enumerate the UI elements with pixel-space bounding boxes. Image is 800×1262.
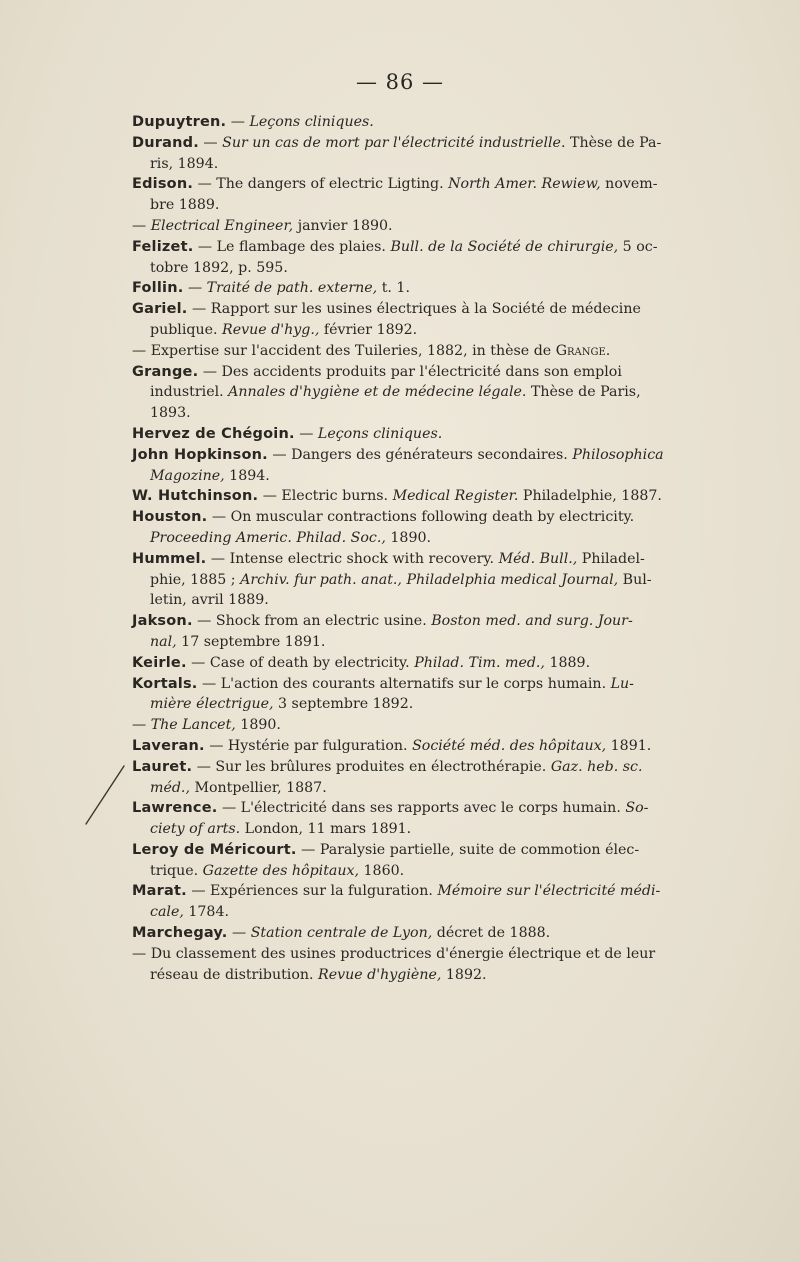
entry-text: 1860. (359, 862, 405, 879)
entry-line (132, 965, 710, 986)
entry-line (132, 715, 710, 736)
entry-author: Edison. (132, 176, 194, 193)
entry-text: — The dangers of electric Ligting. (197, 176, 449, 193)
entry-title: Mémoire sur l'électricité médi- (437, 883, 661, 900)
entry-title: Leçons cliniques. (249, 114, 374, 130)
entry-author: Dupuytren. (132, 114, 227, 130)
entry-author: Hummel. (132, 550, 207, 567)
entry-text: — (132, 217, 151, 234)
entry-line (132, 674, 710, 695)
entry-text: publique. (150, 321, 223, 338)
entry-title: Méd. Bull., (498, 550, 578, 567)
bibliography-entry (132, 611, 710, 653)
bibliography-entry (132, 944, 710, 986)
entry-title: Revue d'hyg., (222, 321, 320, 338)
entry-text: ris, 1894. (150, 155, 219, 172)
entry-author: Gariel. (132, 301, 188, 318)
entry-text: 1894. (224, 467, 270, 484)
entry-author: Felizet. (132, 238, 194, 255)
entry-title: Magozine, (150, 467, 225, 484)
entry-title: Lu- (610, 675, 634, 692)
entry-line (132, 403, 710, 424)
entry-line (132, 341, 710, 362)
entry-line (132, 112, 710, 133)
entry-line (132, 299, 710, 320)
entry-line (132, 174, 710, 195)
entry-author: Lawrence. (132, 800, 218, 817)
entry-text: — Electric burns. (262, 488, 393, 505)
entry-author: Kortals. (132, 675, 198, 692)
entry-text: — Dangers des générateurs secondaires. (272, 446, 573, 463)
entry-text: Thèse de Paris, (526, 384, 641, 401)
bibliography-entry (132, 299, 710, 341)
bibliography-entry (132, 674, 710, 716)
entry-line (132, 133, 710, 154)
entry-line (132, 507, 710, 528)
entry-line (132, 528, 710, 549)
entry-text: — Expertise sur l'accident des Tuileries, 1882, in thèse de (132, 342, 556, 359)
entry-line (132, 881, 710, 902)
entry-line (132, 424, 710, 445)
entry-text: — L'électricité dans ses rapports avec le corps humain. (221, 800, 626, 817)
entry-line (132, 778, 710, 799)
entry-text: phie, 1885 ; (150, 571, 241, 588)
entry-text: Montpellier, 1887. (189, 779, 327, 796)
entry-text: février 1892. (319, 321, 418, 338)
entry-text: janvier 1890. (293, 217, 393, 234)
bibliography-entry (132, 133, 710, 175)
entry-text: bre 1889. (150, 197, 220, 214)
entry-line (132, 320, 710, 341)
entry-text: trique. (150, 862, 203, 879)
entry-title: nal, (150, 633, 177, 650)
entry-author: John Hopkinson. (132, 446, 268, 463)
entry-author: Laveran. (132, 737, 205, 754)
page-number: — 86 — (355, 70, 445, 94)
entry-text: — (132, 717, 151, 734)
entry-line (132, 653, 710, 674)
entry-title: Station centrale de Lyon, (250, 925, 433, 942)
entry-author: W. Hutchinson. (132, 488, 259, 505)
entry-line (132, 486, 710, 507)
bibliography-entry (132, 216, 710, 237)
entry-title: The Lancet, (150, 717, 236, 734)
entry-line (132, 861, 710, 882)
entry-text: letin, avril 1889. (150, 592, 269, 609)
entry-title: Sur un cas de mort par l'électricité industrielle. (222, 134, 566, 151)
entry-line (132, 216, 710, 237)
bibliography-entry (132, 549, 710, 611)
entry-title: Bull. de la Société de chirurgie, (390, 238, 619, 255)
entry-author: Follin. (132, 280, 184, 297)
bibliography-entry (132, 715, 710, 736)
bibliography-entry (132, 881, 710, 923)
entry-line (132, 757, 710, 778)
entry-line (132, 736, 710, 757)
entry-text: Philadelphie, 1887. (518, 488, 662, 505)
entry-text: — (203, 134, 223, 151)
entry-line (132, 694, 710, 715)
entry-text: Thèse de Pa- (565, 134, 662, 151)
bibliography-entry (132, 757, 710, 799)
entry-author: Grange. (132, 363, 199, 380)
entry-line (132, 632, 710, 653)
entry-text: réseau de distribution. (150, 966, 319, 983)
bibliography-entry (132, 112, 710, 133)
entry-text: 1784. (183, 904, 229, 921)
entry-author: Houston. (132, 509, 208, 526)
entry-title: Medical Register. (392, 488, 519, 505)
entry-line (132, 819, 710, 840)
entry-line (132, 445, 710, 466)
margin-pen-mark (80, 762, 130, 832)
entry-text: — (230, 114, 250, 130)
bibliography-entry (132, 174, 710, 216)
entry-line (132, 195, 710, 216)
entry-author: Keirle. (132, 654, 187, 671)
entry-title: méd., (150, 779, 190, 796)
bibliography-entry (132, 840, 710, 882)
entry-text: — L'action des courants alternatifs sur le corps humain. (202, 675, 611, 692)
entry-text: — Rapport sur les usines électriques à la Société de médecine (192, 301, 641, 318)
entry-text: décret de 1888. (432, 925, 551, 942)
entry-text: — (187, 280, 207, 297)
entry-text: Bul- (618, 571, 652, 588)
entry-line (132, 549, 710, 570)
entry-text: t. 1. (377, 280, 410, 297)
entry-line (132, 611, 710, 632)
entry-line (132, 362, 710, 383)
bibliography-entry (132, 362, 710, 424)
entry-line (132, 466, 710, 487)
entry-text: — Case of death by electricity. (191, 654, 415, 671)
entry-title: Revue d'hygiène, (318, 966, 442, 983)
entry-text: 1892. (441, 966, 487, 983)
entry-line (132, 382, 710, 403)
entry-title: Gaz. heb. sc. (550, 758, 643, 775)
entry-title: Boston med. and surg. Jour- (431, 613, 633, 630)
entry-text: — Shock from an electric usine. (197, 613, 432, 630)
entry-line (132, 278, 710, 299)
entry-text: — Des accidents produits par l'électricité dans son emploi (202, 363, 622, 380)
entry-line (132, 798, 710, 819)
entry-title: Annales d'hygiène et de médecine légale. (228, 384, 527, 401)
entry-author: Durand. (132, 134, 199, 151)
entry-line (132, 923, 710, 944)
entry-text: 1893. (150, 405, 191, 422)
entry-author: Lauret. (132, 758, 193, 775)
bibliography-entry (132, 341, 710, 362)
entry-text: — Le flambage des plaies. (197, 238, 391, 255)
entry-line (132, 944, 710, 965)
entry-title: Philad. Tim. med., (414, 654, 545, 671)
entry-text: — Intense electric shock with recovery. (210, 550, 499, 567)
bibliography-entry (132, 278, 710, 299)
entry-text: — On muscular contractions following death by electricity. (211, 509, 635, 526)
entry-title: Philosophica (572, 446, 664, 463)
entry-line (132, 570, 710, 591)
entry-title: Proceeding Americ. Philad. Soc., (150, 529, 386, 546)
bibliography-entry (132, 424, 710, 445)
entry-title: Electrical Engineer, (150, 217, 294, 234)
entry-title: Gazette des hôpitaux, (202, 862, 360, 879)
entry-text: — Sur les brûlures produites en électrothérapie. (196, 758, 551, 775)
bibliography-entry (132, 507, 710, 549)
bibliography-entry (132, 445, 710, 487)
entry-title: Leçons cliniques. (317, 425, 443, 442)
entry-text: — (231, 925, 251, 942)
entry-line (132, 237, 710, 258)
entry-text: 1889. (544, 654, 591, 671)
bibliography-entry (132, 237, 710, 279)
entry-text: 17 septembre 1891. (176, 633, 326, 650)
entry-author: Marat. (132, 883, 187, 900)
bibliography-list (132, 112, 710, 985)
entry-title: mière électrigue, (150, 696, 274, 713)
entry-text: tobre 1892, p. 595. (150, 259, 288, 276)
entry-text: novem- (600, 176, 658, 193)
entry-text: — Hystérie par fulguration. (209, 737, 413, 754)
entry-title: Archiv. fur path. anat., Philadelphia medical Journal, (240, 571, 619, 588)
entry-text: Philadel- (577, 550, 645, 567)
entry-title: Société méd. des hôpitaux, (412, 737, 607, 754)
entry-line (132, 590, 710, 611)
entry-author: Jakson. (132, 613, 193, 630)
entry-author: Hervez de Chégoin. (132, 425, 295, 442)
entry-text: — Expériences sur la fulguration. (191, 883, 438, 900)
entry-line (132, 840, 710, 861)
entry-text: — Paralysie partielle, suite de commotion élec- (301, 841, 640, 858)
entry-text: 5 oc- (618, 238, 658, 255)
entry-text: industriel. (150, 384, 229, 401)
entry-author: Leroy de Méricourt. (132, 841, 297, 858)
entry-line (132, 154, 710, 175)
entry-title: ciety of arts. (150, 821, 241, 838)
entry-text: — Du classement des usines productrices d'énergie électrique et de leur (132, 945, 656, 962)
entry-text: 3 septembre 1892. (273, 696, 414, 713)
entry-text: — (299, 425, 318, 442)
bibliography-entry (132, 798, 710, 840)
entry-small-caps: Grange. (555, 342, 611, 359)
entry-line (132, 258, 710, 279)
bibliography-entry (132, 486, 710, 507)
entry-title: cale, (150, 904, 184, 921)
entry-text: 1890. (385, 529, 432, 546)
entry-title: Traité de path. externe, (206, 280, 378, 297)
bibliography-entry (132, 653, 710, 674)
entry-title: So- (625, 800, 649, 817)
entry-title: North Amer. Rewiew, (448, 176, 601, 193)
entry-text: London, 11 mars 1891. (240, 821, 412, 838)
entry-line (132, 902, 710, 923)
bibliography-entry (132, 923, 710, 944)
entry-text: 1891. (606, 737, 652, 754)
entry-text: 1890. (235, 717, 281, 734)
entry-author: Marchegay. (132, 925, 228, 942)
bibliography-entry (132, 736, 710, 757)
